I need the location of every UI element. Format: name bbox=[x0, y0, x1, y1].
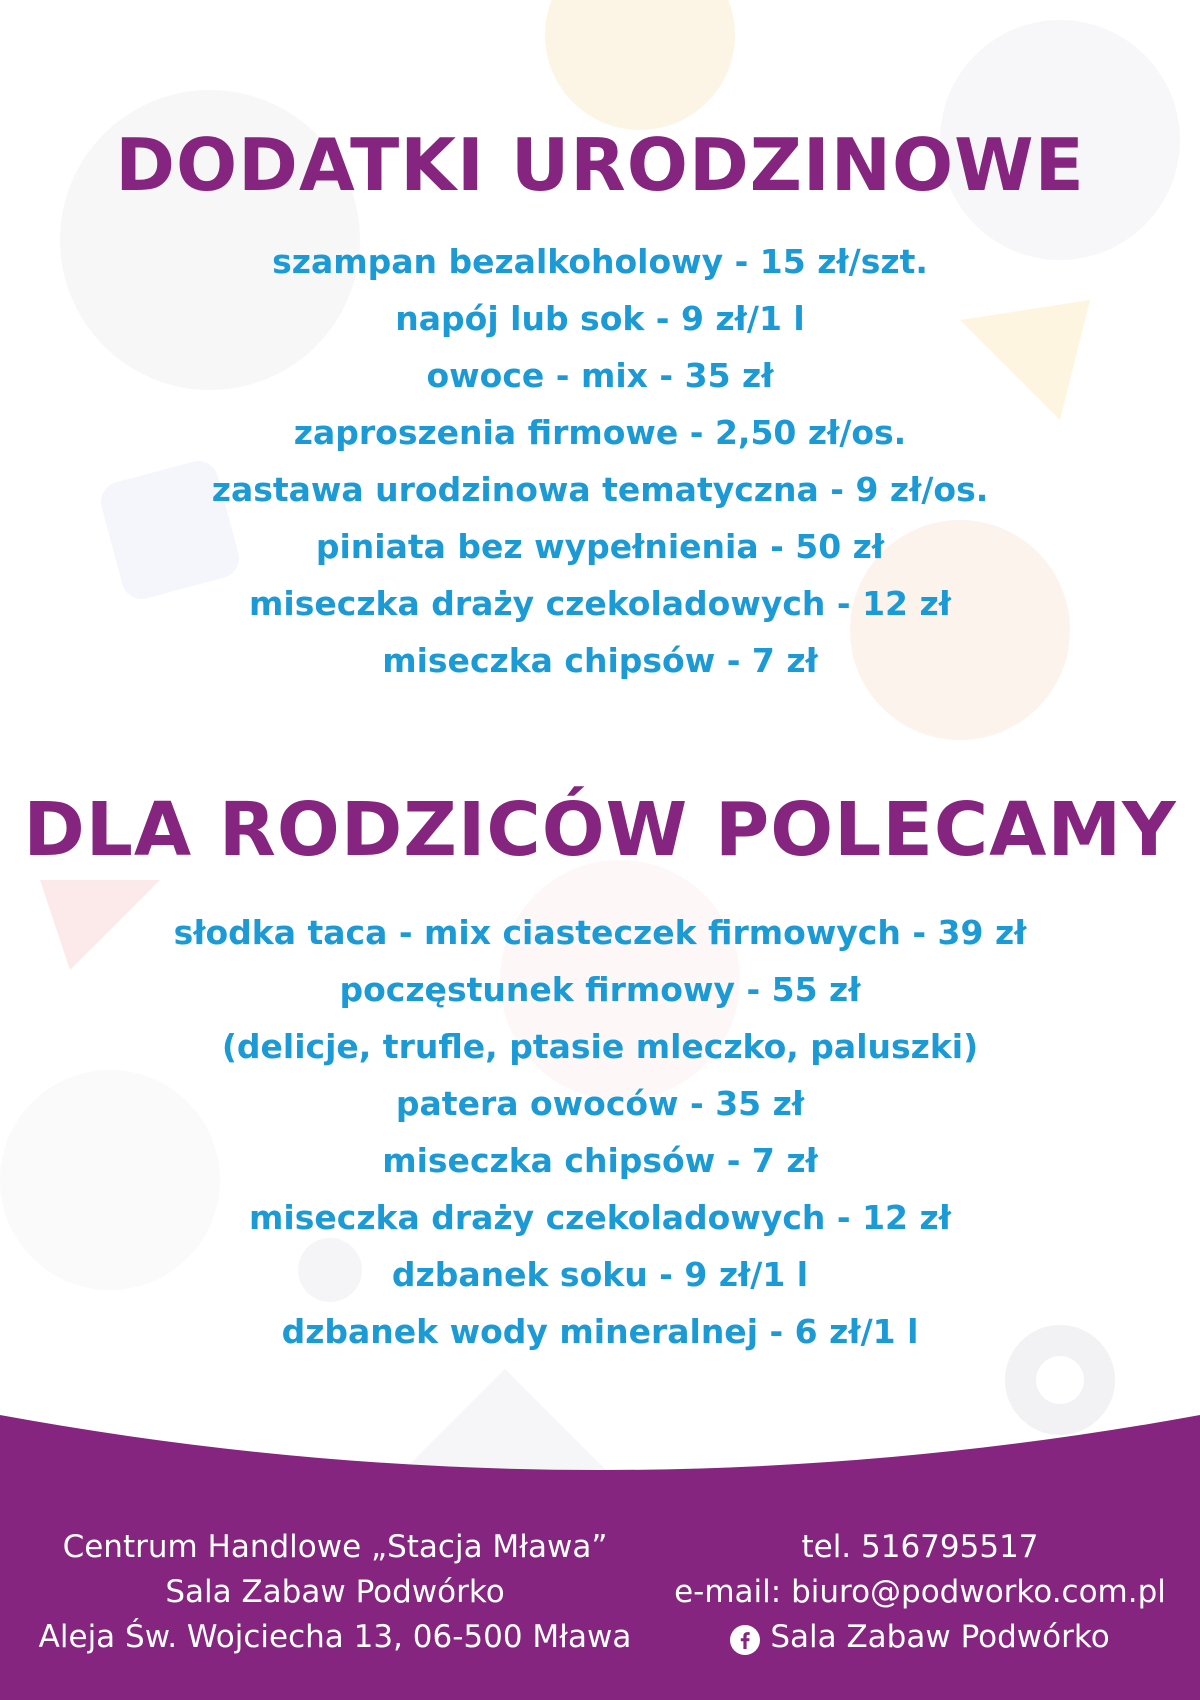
list-item: zaproszenia firmowe - 2,50 zł/os. bbox=[293, 413, 907, 452]
contact-email[interactable]: e-mail: biuro@podworko.com.pl bbox=[674, 1574, 1166, 1610]
footer-contact bbox=[660, 1525, 1180, 1668]
birthday-addons-title: DODATKI URODZINOWE bbox=[115, 123, 1085, 207]
facebook-link[interactable] bbox=[730, 1615, 1109, 1660]
contact-phone[interactable]: tel. 516795517 bbox=[801, 1529, 1039, 1565]
birthday-addons-list bbox=[0, 233, 1200, 689]
list-item: miseczka chipsów - 7 zł bbox=[382, 641, 818, 680]
list-item: miseczka draży czekoladowych - 12 zł bbox=[249, 584, 951, 623]
address-venue: Sala Zabaw Podwórko bbox=[165, 1574, 505, 1610]
list-item: piniata bez wypełnienia - 50 zł bbox=[315, 527, 885, 566]
facebook-icon bbox=[730, 1623, 760, 1653]
address-mall: Centrum Handlowe „Stacja Mława” bbox=[62, 1529, 608, 1565]
list-item: owoce - mix - 35 zł bbox=[426, 356, 774, 395]
list-item: dzbanek soku - 9 zł/1 l bbox=[391, 1255, 809, 1294]
list-item: słodka taca - mix ciasteczek firmowych - 39 zł bbox=[173, 913, 1027, 952]
list-item: zastawa urodzinowa tematyczna - 9 zł/os. bbox=[211, 470, 989, 509]
list-item: szampan bezalkoholowy - 15 zł/szt. bbox=[272, 242, 928, 281]
for-parents-list bbox=[0, 904, 1200, 1360]
list-item: (delicje, trufle, ptasie mleczko, paluszki) bbox=[221, 1027, 979, 1066]
footer-address bbox=[30, 1525, 640, 1660]
list-item: dzbanek wody mineralnej - 6 zł/1 l bbox=[281, 1312, 919, 1351]
deco-circle-top bbox=[545, 0, 735, 130]
list-item: miseczka draży czekoladowych - 12 zł bbox=[249, 1198, 951, 1237]
birthday-addons-section bbox=[0, 125, 1200, 689]
list-item: patera owoców - 35 zł bbox=[395, 1084, 805, 1123]
list-item: napój lub sok - 9 zł/1 l bbox=[395, 299, 805, 338]
facebook-label: Sala Zabaw Podwórko bbox=[770, 1619, 1110, 1655]
for-parents-section bbox=[0, 787, 1200, 1360]
list-item: miseczka chipsów - 7 zł bbox=[382, 1141, 818, 1180]
list-item: poczęstunek firmowy - 55 zł bbox=[339, 970, 861, 1009]
deco-rattle-right-inner bbox=[1036, 1356, 1084, 1404]
address-street: Aleja Św. Wojciecha 13, 06-500 Mława bbox=[38, 1619, 632, 1655]
for-parents-title: DLA RODZICÓW POLECAMY bbox=[23, 787, 1177, 873]
